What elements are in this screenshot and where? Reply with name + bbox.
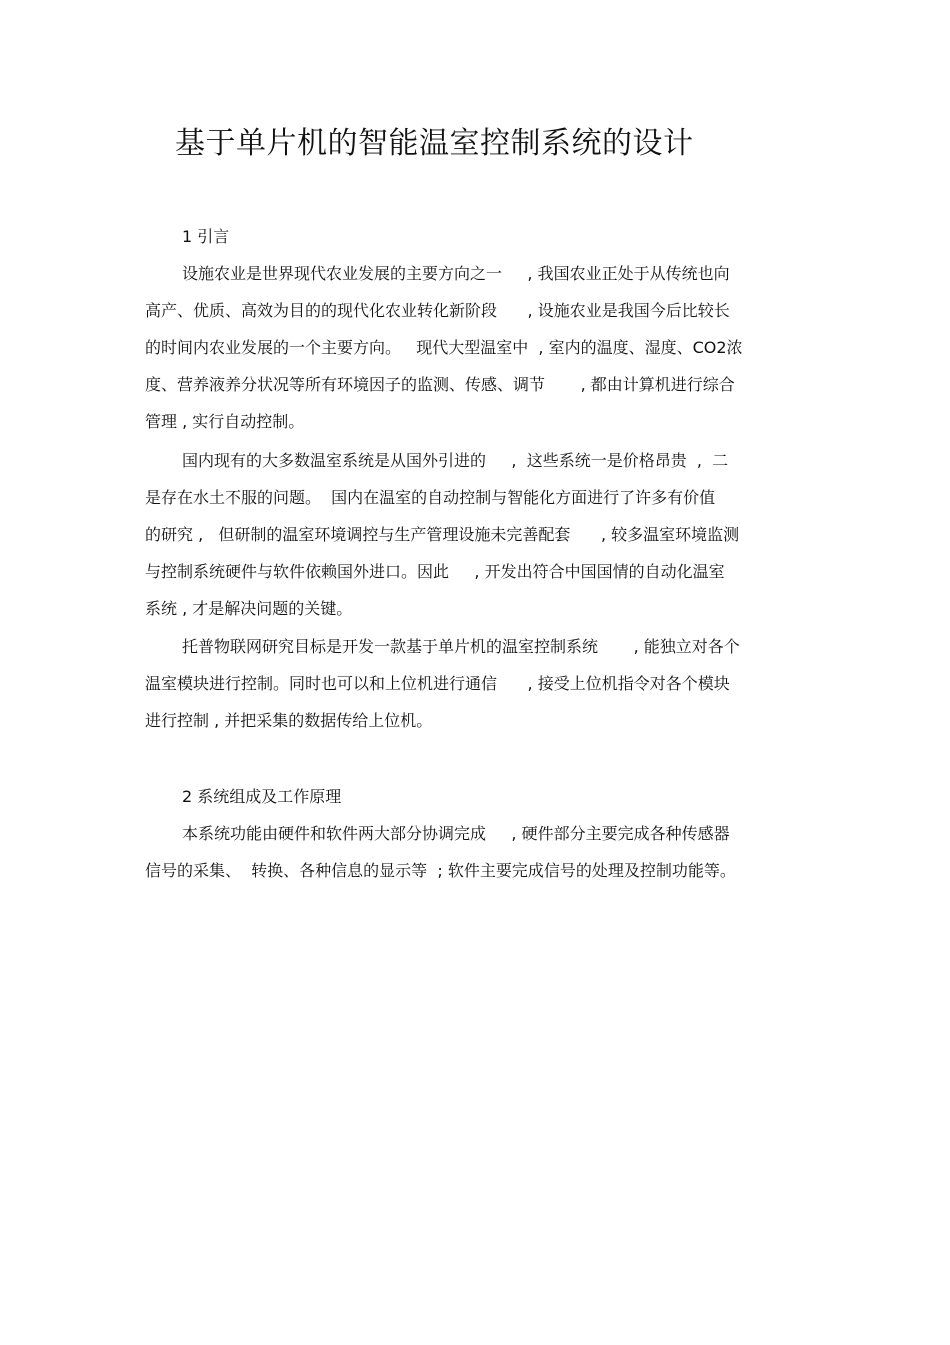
paragraph-line: 本系统功能由硬件和软件两大部分协调完成 , 硬件部分主要完成各种传感器 bbox=[182, 824, 730, 843]
paragraph-line: 与控制系统硬件与软件依赖国外进口。因此 , 开发出符合中国国情的自动化温室 bbox=[145, 562, 725, 581]
paragraph-line: 度、营养液养分状况等所有环境因子的监测、传感、调节 , 都由计算机进行综合 bbox=[145, 375, 735, 394]
section-heading-system: 2 系统组成及工作原理 bbox=[182, 787, 342, 806]
paragraph-line: 系统 , 才是解决问题的关键。 bbox=[145, 599, 353, 618]
paragraph-line: 托普物联网研究目标是开发一款基于单片机的温室控制系统 , 能独立对各个 bbox=[182, 637, 740, 656]
paragraph-line: 的时间内农业发展的一个主要方向。 现代大型温室中 , 室内的温度、湿度、CO2浓 bbox=[145, 338, 743, 357]
paragraph-line: 国内现有的大多数温室系统是从国外引进的 , 这些系统一是价格昂贵 , 二 bbox=[182, 451, 729, 470]
paragraph-line: 设施农业是世界现代农业发展的主要方向之一 , 我国农业正处于从传统也向 bbox=[182, 264, 730, 283]
paragraph-line: 进行控制 , 并把采集的数据传给上位机。 bbox=[145, 711, 433, 730]
paragraph-line: 的研究 , 但研制的温室环境调控与生产管理设施未完善配套 , 较多温室环境监测 bbox=[145, 525, 740, 544]
paragraph-line: 管理 , 实行自动控制。 bbox=[145, 412, 305, 431]
paragraph-line: 是存在水土不服的问题。 国内在温室的自动控制与智能化方面进行了许多有价值 bbox=[145, 488, 716, 507]
paragraph-line: 高产、优质、高效为目的的现代化农业转化新阶段 , 设施农业是我国今后比较长 bbox=[145, 301, 730, 320]
paragraph-line: 信号的采集、 转换、各种信息的显示等 ; 软件主要完成信号的处理及控制功能等。 bbox=[145, 861, 736, 880]
paragraph-line: 温室模块进行控制。同时也可以和上位机进行通信 , 接受上位机指令对各个模块 bbox=[145, 674, 730, 693]
section-heading-intro: 1 引言 bbox=[182, 227, 230, 246]
document-title: 基于单片机的智能温室控制系统的设计 bbox=[175, 126, 694, 161]
